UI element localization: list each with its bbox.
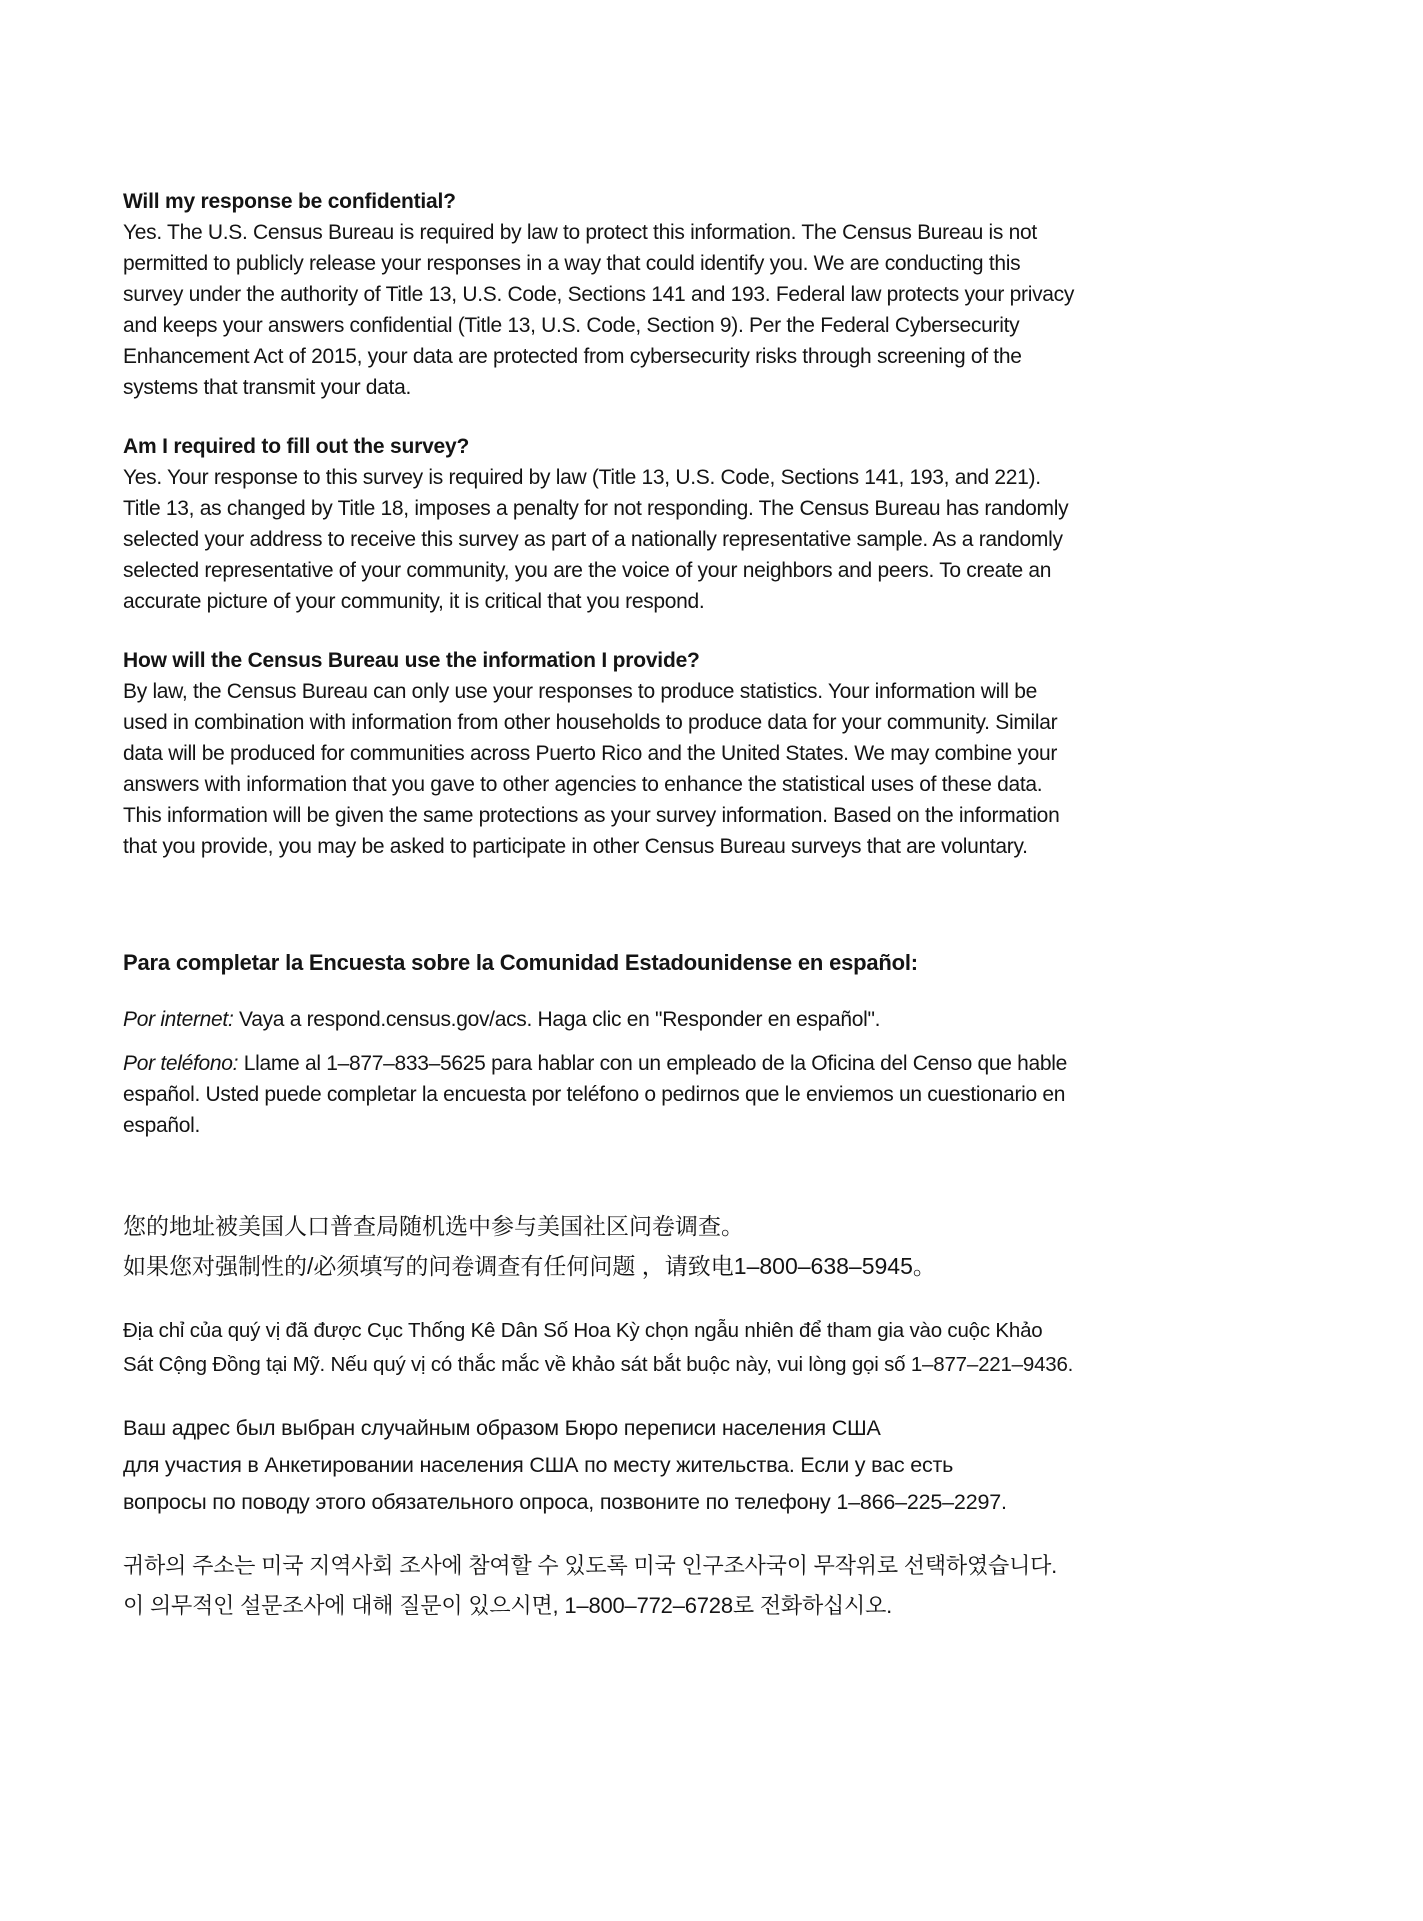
- chinese-notice-line-2: 如果您对强制性的/必须填写的问卷调查有任何问题 ，请致电1–800–638–5945。: [123, 1253, 936, 1279]
- faq-heading-required: Am I required to fill out the survey?: [123, 435, 470, 458]
- faq-section-confidentiality: [123, 186, 1083, 403]
- korean-notice-line-1: 귀하의 주소는 미국 지역사회 조사에 참여할 수 있도록 미국 인구조사국이 무작위로 선택하였습니다.: [123, 1553, 1058, 1578]
- russian-notice-line-1: Ваш адрес был выбран случайным образом Бюро переписи населения США: [123, 1416, 881, 1440]
- spanish-phone-paragraph: [123, 1048, 1083, 1141]
- spanish-heading: Para completar la Encuesta sobre la Comunidad Estadounidense en español:: [123, 950, 918, 975]
- spanish-internet-text: Vaya a respond.census.gov/acs. Haga clic en "Responder en español".: [239, 1008, 881, 1031]
- vietnamese-notice-line-2: Sát Cộng Đồng tại Mỹ. Nếu quý vị có thắc mắc về khảo sát bắt buộc này, vui lòng gọi số 1–877–221–9436.: [123, 1353, 1074, 1376]
- spanish-internet-label: Por internet:: [123, 1008, 234, 1031]
- chinese-notice: [123, 1206, 1083, 1286]
- faq-body-confidentiality: Yes. The U.S. Census Bureau is required by law to protect this information. The Census Bureau is not permitted to publicly release your responses in a way that could identify you. We are conducting this survey under the authority of Title 13, U.S. Code, Sections 141 and 193. Federal law protects your privacy and keeps your answers confidential (Title 13, U.S. Code, Section 9). Per the Federal Cybersecurity Enhancement Act of 2015, your data are protected from cybersecurity risks through screening of the systems that transmit your data.: [123, 221, 1075, 399]
- faq-heading-confidentiality: Will my response be confidential?: [123, 190, 456, 213]
- spanish-phone-text: Llame al 1–877–833–5625 para hablar con un empleado de la Oficina del Censo que hable español. Usted puede completar la encuesta por teléfono o pedirnos que le enviemos un cuestionario en español.: [123, 1052, 1068, 1137]
- vietnamese-notice-line-1: Địa chỉ của quý vị đã được Cục Thống Kê Dân Số Hoa Kỳ chọn ngẫu nhiên để tham gia vào cuộc Khảo: [123, 1319, 1043, 1342]
- russian-notice: [123, 1410, 1083, 1521]
- korean-notice-line-2: 이 의무적인 설문조사에 대해 질문이 있으시면, 1–800–772–6728로 전화하십시오.: [123, 1593, 893, 1618]
- spanish-phone-label: Por teléfono:: [123, 1052, 239, 1075]
- faq-body-information-use: By law, the Census Bureau can only use your responses to produce statistics. Your information will be used in combination with information from other households to produce data for your community. Similar data will be produced for communities across Puerto Rico and the United States. We may combine your answers with information that you gave to other agencies to enhance the statistical uses of these data. This information will be given the same protections as your survey information. Based on the information that you provide, you may be asked to participate in other Census Bureau surveys that are voluntary.: [123, 680, 1060, 858]
- korean-notice: [123, 1546, 1083, 1626]
- spanish-internet-paragraph: [123, 1004, 1083, 1035]
- russian-notice-line-3: вопросы по поводу этого обязательного опроса, позвоните по телефону 1–866–225–2297.: [123, 1490, 1007, 1514]
- chinese-notice-line-1: 您的地址被美国人口普查局随机选中参与美国社区问卷调查。: [123, 1213, 744, 1239]
- faq-body-required: Yes. Your response to this survey is required by law (Title 13, U.S. Code, Sections 141, 193, and 221). Title 13, as changed by Title 18, imposes a penalty for not responding. The Census Bureau has randomly selected your address to receive this survey as part of a nationally representative sample. As a randomly selected representative of your community, you are the voice of your neighbors and peers. To create an accurate picture of your community, it is critical that you respond.: [123, 466, 1069, 613]
- faq-section-information-use: [123, 645, 1083, 862]
- spanish-instructions-section: [123, 947, 1083, 1141]
- russian-notice-line-2: для участия в Анкетировании населения США по месту жительства. Если у вас есть: [123, 1453, 954, 1477]
- faq-heading-information-use: How will the Census Bureau use the information I provide?: [123, 649, 700, 672]
- page-content: [123, 186, 1083, 1626]
- faq-section-required: [123, 431, 1083, 617]
- vietnamese-notice: [123, 1314, 1083, 1382]
